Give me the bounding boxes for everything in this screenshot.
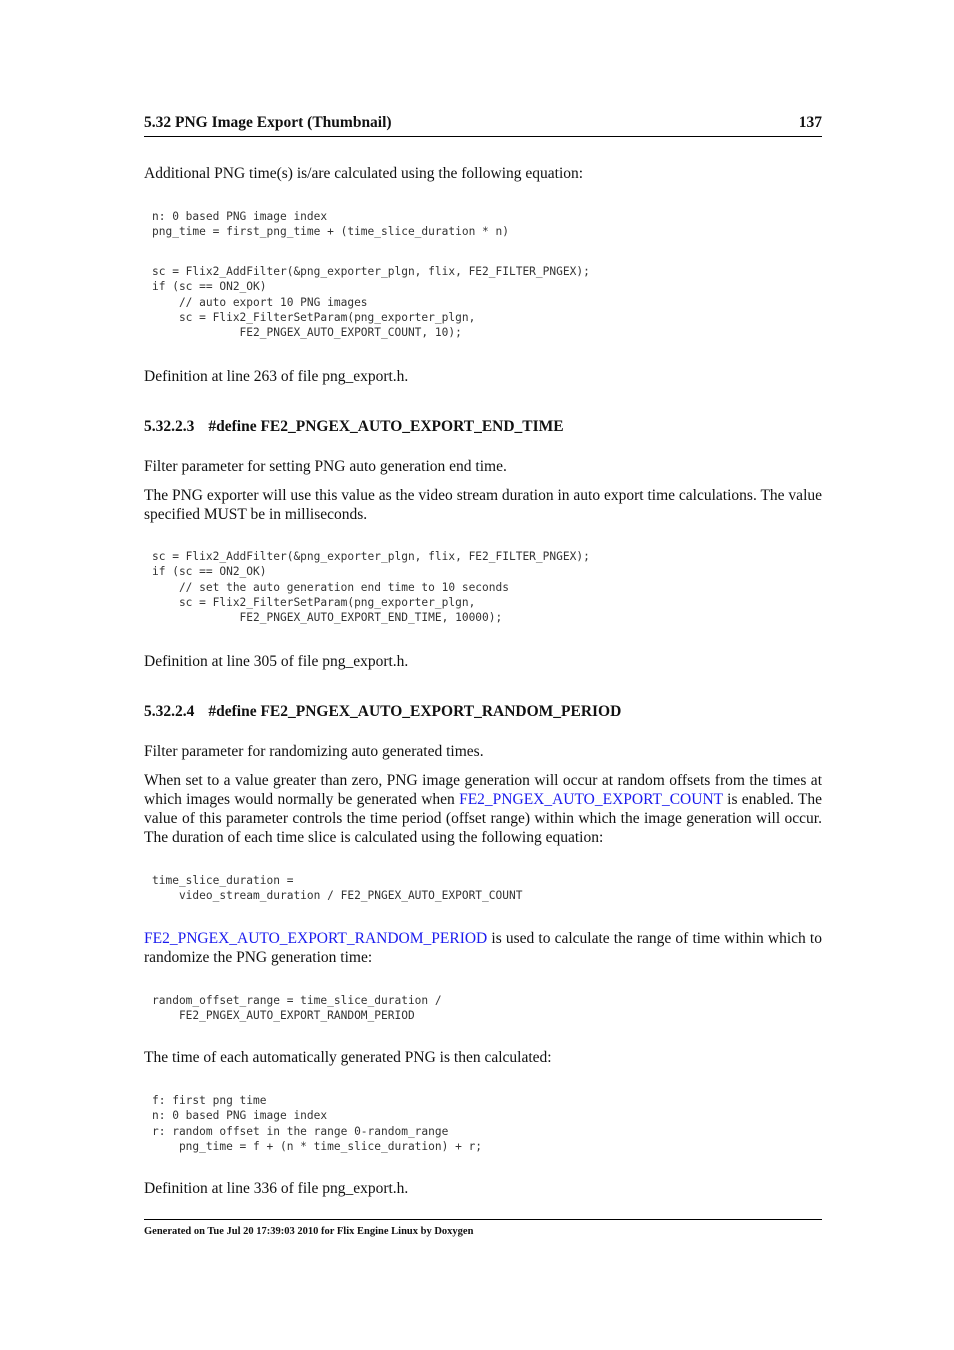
page-footer: Generated on Tue Jul 20 17:39:03 2010 for Flix Engine Linux by Doxygen [144,1219,822,1237]
definition-line: Definition at line 305 of file png_export.h. [144,653,409,670]
brief-description: Filter parameter for randomizing auto generated times. [144,743,484,760]
link-auto-export-random-period[interactable]: FE2_PNGEX_AUTO_EXPORT_RANDOM_PERIOD [144,930,488,947]
code-block-equation: n: 0 based PNG image index png_time = first_png_time + (time_slice_duration * n) [152,210,509,239]
paragraph: The time of each automatically generated PNG is then calculated: [144,1049,552,1066]
section-heading: 5.32.2.3 #define FE2_PNGEX_AUTO_EXPORT_END_TIME [144,418,564,435]
definition-line: Definition at line 263 of file png_export.h. [144,368,409,385]
section-title: 5.32 PNG Image Export (Thumbnail) [144,114,392,131]
link-auto-export-count[interactable]: FE2_PNGEX_AUTO_EXPORT_COUNT [459,791,723,808]
code-block-example: sc = Flix2_AddFilter(&png_exporter_plgn, flix, FE2_FILTER_PNGEX); if (sc == ON2_OK) // set the auto generation end time to 10 seconds sc = Flix2_FilterSetParam(png_exporter_plgn, FE2_PNGEX_AUTO_EXPORT_END_TIME, 10000); [152,550,590,625]
page-header [144,112,822,137]
detailed-description: The PNG exporter will use this value as the video stream duration in auto export time calculations. The value specified MUST be in milliseconds. [144,487,822,523]
code-block-equation: time_slice_duration = video_stream_duration / FE2_PNGEX_AUTO_EXPORT_COUNT [152,874,523,903]
page-number: 137 [798,114,822,131]
paragraph: FE2_PNGEX_AUTO_EXPORT_RANDOM_PERIOD is used to calculate the range of time within which to randomize the PNG generation time: [144,930,822,966]
code-block-equation: f: first png time n: 0 based PNG image index r: random offset in the range 0-random_range png_time = f + (n * time_slice_duration) + r; [152,1094,483,1153]
code-block-example: sc = Flix2_AddFilter(&png_exporter_plgn, flix, FE2_FILTER_PNGEX); if (sc == ON2_OK) // auto export 10 PNG images sc = Flix2_FilterSetParam(png_exporter_plgn, FE2_PNGEX_AUTO_EXPORT_COUNT, 10); [152,265,590,340]
section-heading: 5.32.2.4 #define FE2_PNGEX_AUTO_EXPORT_RANDOM_PERIOD [144,703,622,720]
detailed-description: When set to a value greater than zero, PNG image generation will occur at random offsets from the times at which images would normally be generated when FE2_PNGEX_AUTO_EXPORT_COUNT is enabled. The value of this parameter controls the time period (offset range) within which the image generation will occur. The duration of each time slice is calculated using the following equation: [144,772,822,846]
intro-paragraph: Additional PNG time(s) is/are calculated using the following equation: [144,165,584,182]
definition-line: Definition at line 336 of file png_export.h. [144,1180,409,1197]
brief-description: Filter parameter for setting PNG auto generation end time. [144,458,507,475]
code-block-equation: random_offset_range = time_slice_duration / FE2_PNGEX_AUTO_EXPORT_RANDOM_PERIOD [152,994,442,1023]
